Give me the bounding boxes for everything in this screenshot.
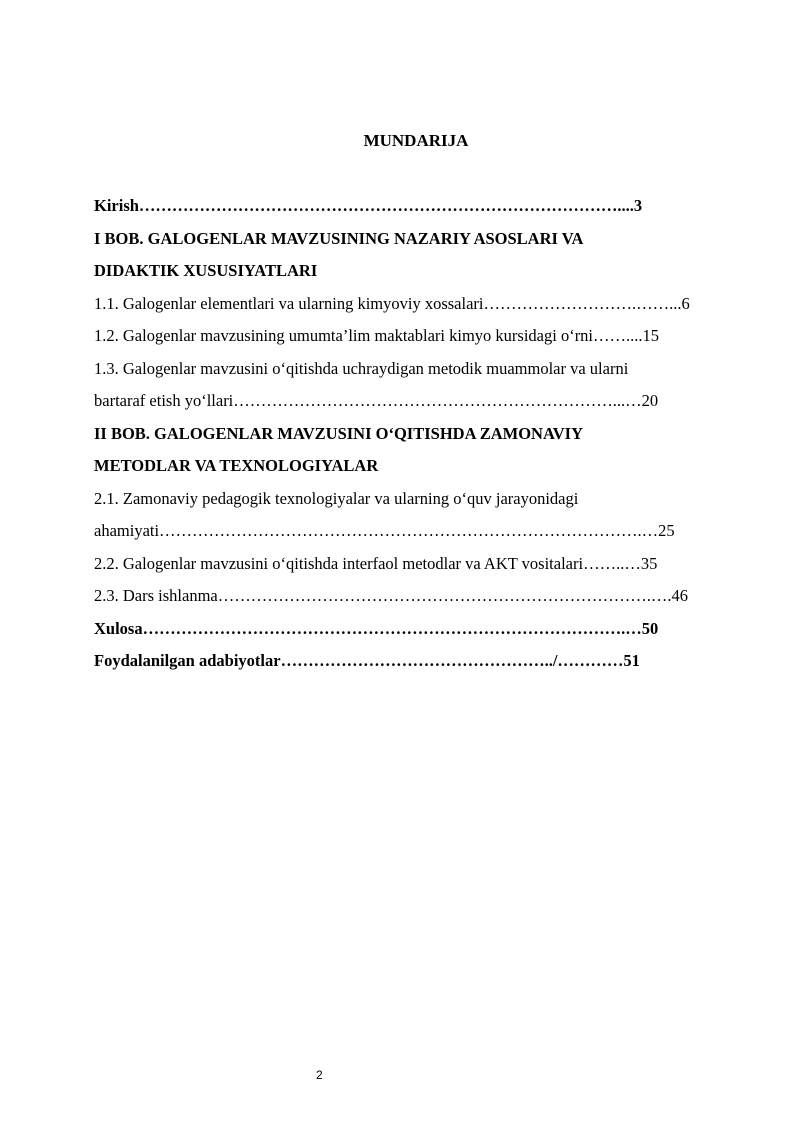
toc-entry-text: 2.2. Galogenlar mavzusini o‘qitishda interfaol metodlar va AKT vositalari……..…35 xyxy=(94,553,658,573)
toc-entry-conclusion[interactable] xyxy=(94,618,739,651)
toc-entry-text: 1.1. Galogenlar elementlari va ularning kimyoviy xossalari……………………….……...6 xyxy=(94,293,690,313)
toc-entry-text: 2.3. Dars ishlanma…………………………………………………………………….….46 xyxy=(94,586,688,605)
toc-entry-text: ahamiyati…………………………………………………………………………….…25 xyxy=(94,521,675,540)
toc-entry-text: DIDAKTIK XUSUSIYATLARI xyxy=(94,261,318,280)
toc-entry-introduction[interactable] xyxy=(94,195,739,228)
toc-entry-section-1-2[interactable] xyxy=(94,325,739,358)
toc-entry-text: METODLAR VA TEXNOLOGIYALAR xyxy=(94,456,379,475)
toc-entry-references[interactable] xyxy=(94,650,739,683)
page-title: MUNDARIJA xyxy=(363,131,469,150)
toc-entry-text: I BOB. GALOGENLAR MAVZUSINING NAZARIY ASOSLARI VA xyxy=(94,228,584,248)
toc-entry-section-1-1[interactable] xyxy=(94,293,739,326)
table-of-contents xyxy=(94,195,739,683)
toc-entry-text: 1.3. Galogenlar mavzusini o‘qitishda uchraydigan metodik muammolar va ularni xyxy=(94,358,629,378)
toc-entry-text: 2.1. Zamonaviy pedagogik texnologiyalar va ularning o‘quv jarayonidagi xyxy=(94,488,579,508)
toc-entry-section-2-1-line-2[interactable] xyxy=(94,520,739,553)
toc-entry-text: Kirish……………………………………………………………………………....3 xyxy=(94,196,643,215)
toc-entry-chapter-1-title-line-1[interactable] xyxy=(94,228,739,261)
toc-entry-section-1-3-line-2[interactable] xyxy=(94,390,739,423)
toc-entry-text: Foydalanilgan adabiyotlar…………………………………………../…………51 xyxy=(94,651,640,670)
page-number: 2 xyxy=(316,1068,323,1082)
toc-entry-section-1-3-line-1[interactable] xyxy=(94,358,739,391)
toc-entry-chapter-1-title-line-2[interactable] xyxy=(94,260,739,293)
toc-entry-section-2-1-line-1[interactable] xyxy=(94,488,739,521)
toc-entry-chapter-2-title-line-2[interactable] xyxy=(94,455,739,488)
toc-entry-text: Xulosa…………………………………………………………………………….…50 xyxy=(94,618,659,638)
toc-entry-text: 1.2. Galogenlar mavzusining umumta’lim maktablari kimyo kursidagi o‘rni……....15 xyxy=(94,326,660,345)
toc-entry-text: II BOB. GALOGENLAR MAVZUSINI O‘QITISHDA ZAMONAVIY xyxy=(94,423,583,443)
toc-entry-section-2-2[interactable] xyxy=(94,553,739,586)
toc-entry-section-2-3[interactable] xyxy=(94,585,739,618)
toc-entry-text: bartaraf etish yo‘llari……………………………………………………………...…20 xyxy=(94,391,659,410)
toc-entry-chapter-2-title-line-1[interactable] xyxy=(94,423,739,456)
